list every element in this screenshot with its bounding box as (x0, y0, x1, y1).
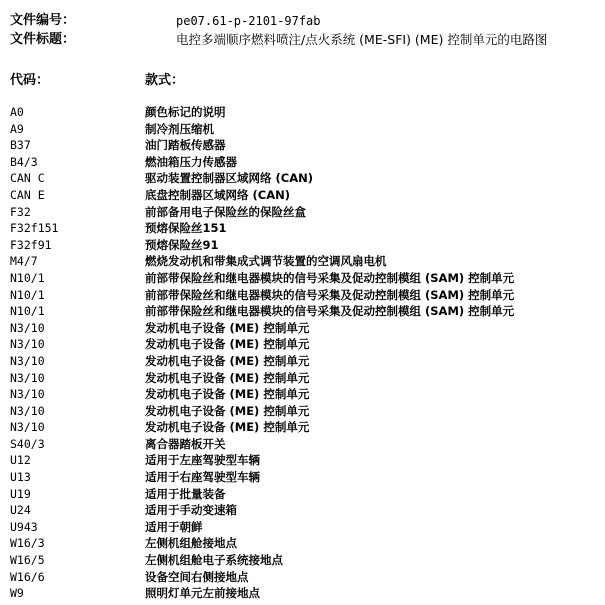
list-item (0, 452, 605, 469)
item-code: N3/10 (10, 337, 45, 352)
item-code: B37 (10, 138, 31, 153)
item-code: N10/1 (10, 304, 45, 319)
list-item (0, 303, 605, 320)
list-item (0, 486, 605, 503)
code-description-list (0, 104, 605, 602)
item-code: A9 (10, 121, 24, 136)
item-description: 适用于手动变速箱 (145, 503, 237, 518)
doc-title-value: 电控多端顺序燃料喷注/点火系统 (ME-SFI) (ME) 控制单元的电路图 (176, 32, 548, 47)
style-column-header: 款式： (145, 73, 185, 88)
item-description: 适用于朝鲜 (145, 519, 203, 534)
item-description: 发动机电子设备 (ME) 控制单元 (145, 403, 310, 418)
list-item (0, 237, 605, 254)
item-description: 发动机电子设备 (ME) 控制单元 (145, 353, 310, 368)
list-item (0, 154, 605, 171)
list-item (0, 353, 605, 370)
item-description: 发动机电子设备 (ME) 控制单元 (145, 370, 310, 385)
item-description: 预熔保险丝151 (145, 221, 227, 236)
item-description: 设备空间右侧接地点 (145, 569, 249, 584)
item-code: N3/10 (10, 353, 45, 368)
list-item (0, 386, 605, 403)
item-description: 燃油箱压力传感器 (145, 154, 237, 169)
doc-number-value: pe07.61-p-2101-97fab (176, 14, 321, 28)
item-code: B4/3 (10, 154, 38, 169)
doc-title-label: 文件标题： (10, 32, 76, 47)
list-item (0, 170, 605, 187)
item-code: N3/10 (10, 370, 45, 385)
item-code: W16/5 (10, 553, 45, 568)
list-item (0, 104, 605, 121)
list-item (0, 419, 605, 436)
item-description: 燃烧发动机和带集成式调节装置的空调风扇电机 (145, 254, 387, 269)
item-description: 发动机电子设备 (ME) 控制单元 (145, 320, 310, 335)
item-code: W16/3 (10, 536, 45, 551)
item-description: 发动机电子设备 (ME) 控制单元 (145, 337, 310, 352)
item-code: CAN E (10, 187, 45, 202)
item-code: W9 (10, 586, 24, 601)
list-item (0, 187, 605, 204)
item-code: N3/10 (10, 387, 45, 402)
item-code: N3/10 (10, 403, 45, 418)
item-code: F32 (10, 204, 31, 219)
list-item (0, 336, 605, 353)
item-code: U13 (10, 470, 31, 485)
item-description: 发动机电子设备 (ME) 控制单元 (145, 420, 310, 435)
item-description: 预熔保险丝91 (145, 237, 219, 252)
list-item (0, 535, 605, 552)
item-code: U12 (10, 453, 31, 468)
item-code: N3/10 (10, 420, 45, 435)
code-column-header: 代码： (10, 73, 50, 88)
doc-number-label: 文件编号： (10, 13, 76, 28)
item-description: 前部备用电子保险丝的保险丝盒 (145, 204, 306, 219)
item-code: N3/10 (10, 320, 45, 335)
item-code: CAN C (10, 171, 45, 186)
item-description: 颜色标记的说明 (145, 105, 226, 119)
item-code: U943 (10, 519, 38, 534)
list-item (0, 502, 605, 519)
item-description: 前部带保险丝和继电器模块的信号采集及促动控制模组 (SAM) 控制单元 (145, 304, 515, 319)
item-description: 适用于右座驾驶型车辆 (145, 470, 260, 485)
list-item (0, 585, 605, 602)
item-description: 制冷剂压缩机 (145, 121, 214, 136)
list-item (0, 436, 605, 453)
list-item (0, 552, 605, 569)
item-code: N10/1 (10, 270, 45, 285)
item-description: 驱动装置控制器区域网络 (CAN) (145, 171, 313, 186)
list-item (0, 403, 605, 420)
item-description: 发动机电子设备 (ME) 控制单元 (145, 387, 310, 402)
list-item (0, 469, 605, 486)
item-code: F32f151 (10, 221, 59, 236)
list-item (0, 320, 605, 337)
item-code: A0 (10, 105, 24, 119)
item-code: S40/3 (10, 436, 45, 451)
item-code: F32f91 (10, 237, 52, 252)
item-code: M4/7 (10, 254, 38, 269)
item-code: U24 (10, 503, 31, 518)
item-description: 油门踏板传感器 (145, 138, 226, 153)
list-item (0, 137, 605, 154)
list-item (0, 220, 605, 237)
list-item (0, 253, 605, 270)
item-description: 前部带保险丝和继电器模块的信号采集及促动控制模组 (SAM) 控制单元 (145, 287, 515, 302)
item-description: 适用于左座驾驶型车辆 (145, 453, 260, 468)
item-description: 左侧机组舱电子系统接地点 (145, 553, 283, 568)
item-description: 左侧机组舱接地点 (145, 536, 237, 551)
list-item (0, 121, 605, 138)
list-item (0, 519, 605, 536)
item-description: 离合器踏板开关 (145, 436, 226, 451)
item-code: W16/6 (10, 569, 45, 584)
item-description: 适用于批量装备 (145, 486, 226, 501)
list-item (0, 270, 605, 287)
list-item (0, 287, 605, 304)
list-item (0, 370, 605, 387)
item-description: 底盘控制器区域网络 (CAN) (145, 187, 290, 202)
list-item (0, 569, 605, 586)
item-code: U19 (10, 486, 31, 501)
item-description: 照明灯单元左前接地点 (145, 586, 260, 601)
item-code: N10/1 (10, 287, 45, 302)
list-item (0, 204, 605, 221)
item-description: 前部带保险丝和继电器模块的信号采集及促动控制模组 (SAM) 控制单元 (145, 270, 515, 285)
